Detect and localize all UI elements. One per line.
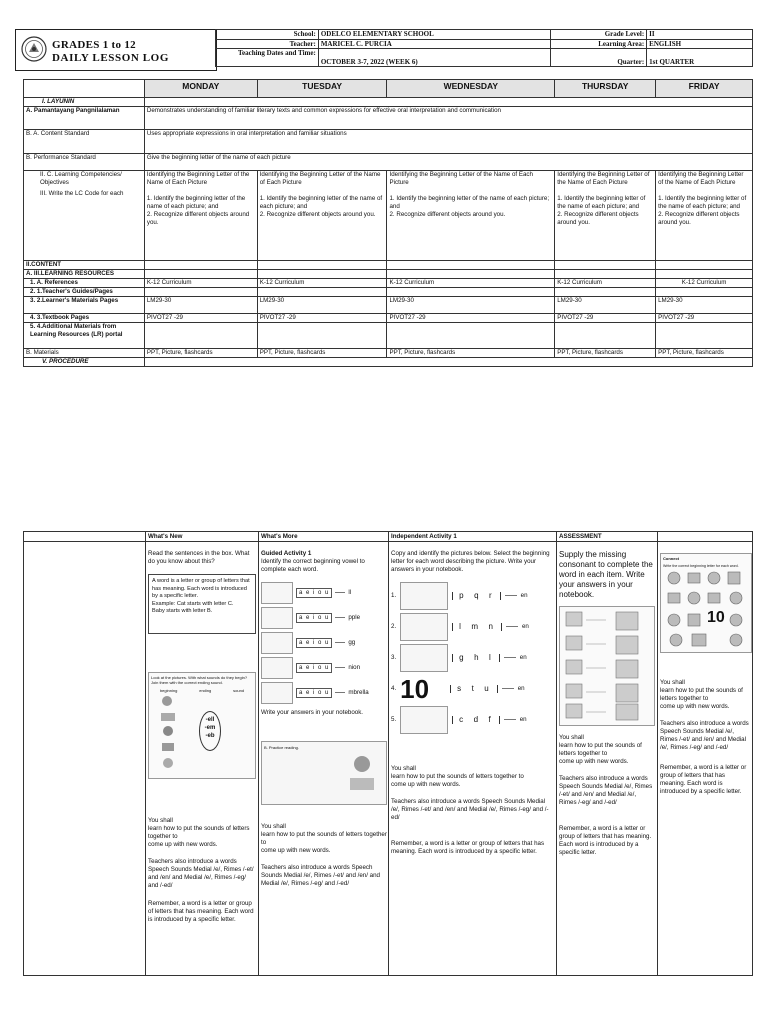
teacher-label: Teacher: <box>216 39 319 49</box>
guided-activity-title: Guided Activity 1 <box>261 550 312 557</box>
vowel-item-picture <box>261 657 293 679</box>
letter-item-number: 3. <box>391 653 397 661</box>
day-header-thursday: THURSDAY <box>555 80 656 98</box>
friday-ten-graphic: 10 <box>707 609 725 626</box>
vowel-answer-blank <box>335 592 345 593</box>
lc-code-label: III. Write the LC Code for each <box>40 190 124 197</box>
dll-table <box>23 79 753 367</box>
closing-text-monday-2: Teachers also introduce a words Speech Sounds Medial /e/, Rimes /-et/ and /en/ and Medial /e/, Rimes /-eg/ and /-ed/ <box>148 858 254 889</box>
textbook-label: 4. 3.Textbook Pages <box>24 314 145 323</box>
letter-answer-blank <box>502 688 514 689</box>
practice-reading-image <box>261 741 387 805</box>
worksheet-col-ending: ending <box>199 688 212 693</box>
vowel-items-list <box>261 580 387 705</box>
rimes-oval <box>199 711 221 751</box>
pamantayan-label: A. Pamantayang Pangnilalaman <box>24 107 145 130</box>
day-header-monday: MONDAY <box>144 80 257 98</box>
performance-standard-text: Give the beginning letter of the name of each picture <box>144 154 752 171</box>
vowel-item <box>261 655 387 680</box>
vowel-choices: a e i o u <box>296 663 332 673</box>
grade-value: II <box>647 30 753 40</box>
closing-text-monday-1: You shall learn how to put the sounds of letters together to come up with new words. <box>148 817 250 848</box>
closing-text-wednesday-2: Teachers also introduce a words Speech Sounds Medial /e/, Rimes /-et/ and /en/ and Medial /e/, Rimes /-eg/ and /-ed/ <box>391 798 549 821</box>
deped-seal-icon <box>21 36 47 62</box>
worksheet-col-beginning: beginning <box>159 688 178 693</box>
header-info-table <box>215 29 753 67</box>
vowel-word-ending: gg <box>348 638 356 646</box>
letter-item <box>391 642 554 673</box>
ten-picture: 10 <box>400 673 430 704</box>
letter-item <box>391 704 554 735</box>
textbook-monday: PIVOT27 -29 <box>144 314 257 323</box>
reading-pictures-icon <box>346 754 378 794</box>
assessment-title: ASSESSMENT <box>559 533 602 540</box>
beginning-letter-items <box>391 580 554 735</box>
dates-value: OCTOBER 3-7, 2022 (WEEK 6) <box>318 49 551 67</box>
closing-text-tuesday-2: Teachers also introduce a words Speech Sounds Medial /e/, Rimes /-et/ and /en/ and Medial /e/, Rimes /-eg/ and /-ed/ <box>261 864 381 887</box>
letter-item-number: 5. <box>391 715 397 723</box>
friday-worksheet-intro: Write the correct beginning letter for each word. <box>663 564 739 568</box>
whats-new-title: What's New <box>148 533 183 540</box>
letter-item-picture <box>400 644 448 672</box>
learning-resources-label: A. III.LEARNING RESOURCES <box>24 270 145 279</box>
rime-ell: -ell <box>205 717 215 723</box>
letter-choices: s t u <box>450 685 498 693</box>
lm-thursday: LM29-30 <box>555 297 656 314</box>
letter-item-picture <box>400 613 448 641</box>
letter-item-number: 2. <box>391 622 397 630</box>
closing-text-friday-3: Remember, a word is a letter or group of letters that has meaning. Each word is introduced by a specific letter. <box>660 764 747 795</box>
rime-em: -em <box>204 725 216 731</box>
letter-word-ending: en <box>519 715 527 723</box>
teacher-value: MARICEL C. PURCIA <box>318 39 551 49</box>
letter-item <box>391 611 554 642</box>
materials-tuesday: PPT, Picture, flashcards <box>257 349 387 358</box>
letter-choices: c d f <box>452 716 500 724</box>
assessment-intro: Supply the missing consonant to complete the word in each item. Write your answers in your notebook. <box>559 550 653 599</box>
whats-new-intro: Read the sentences in the box. What do you know about this? <box>148 550 250 565</box>
lm-tuesday: LM29-30 <box>257 297 387 314</box>
vowel-word-ending: nion <box>348 663 361 671</box>
references-friday: K-12 Curriculum <box>656 279 753 288</box>
references-label: 1. A. References <box>24 279 145 288</box>
textbook-tuesday: PIVOT27 -29 <box>257 314 387 323</box>
content-standard-label: B. A. Content Standard <box>24 130 145 154</box>
vowel-choices: a e i o u <box>296 588 332 598</box>
dates-label: Teaching Dates and Time: <box>216 49 319 67</box>
guided-activity-intro: Identify the correct beginning vowel to complete each word. <box>261 558 365 573</box>
references-tuesday: K-12 Curriculum <box>257 279 387 288</box>
content-label: II.CONTENT <box>24 261 145 270</box>
letter-answer-blank <box>505 595 517 596</box>
competency-friday: Identifying the Beginning Letter of the Name of Each Picture 1. Identify the beginning letter of the name of each picture; and 2. Recognize different objects around you. <box>656 171 753 261</box>
letter-item-picture <box>400 706 448 734</box>
worksheet-instructions: Look at the pictures. With what sounds do they begin? Join them with the correct ending sound. <box>151 675 248 685</box>
materials-thursday: PPT, Picture, flashcards <box>555 349 656 358</box>
vowel-answer-blank <box>335 667 345 668</box>
vowel-item <box>261 680 387 705</box>
performance-standard-label: B. Performance Standard <box>24 154 145 171</box>
friday-worksheet-title: Connect <box>663 556 679 561</box>
friday-pictures-icon <box>664 568 750 648</box>
textbook-wednesday: PIVOT27 -29 <box>387 314 555 323</box>
vowel-item <box>261 630 387 655</box>
vowel-item-picture <box>261 682 293 704</box>
vowel-choices: a e i o u <box>296 688 332 698</box>
day-header-friday: FRIDAY <box>656 80 753 98</box>
letter-word-ending: en <box>517 684 525 692</box>
day-header-tuesday: TUESDAY <box>257 80 387 98</box>
sound-matching-worksheet <box>148 672 256 779</box>
letter-answer-blank <box>506 626 518 627</box>
competency-tuesday: Identifying the Beginning Letter of the Name of Each Picture 1. Identify the beginning letter of the name of each picture; and 2. Recognize different objects around you. <box>257 171 387 261</box>
letter-item-number: 4. <box>391 684 397 692</box>
rime-eb: -eb <box>205 733 215 739</box>
learners-materials-label: 3. 2.Learner's Materials Pages <box>24 297 145 314</box>
letter-word-ending: en <box>520 591 528 599</box>
letter-item <box>391 673 554 704</box>
quarter-label: Quarter: <box>551 49 647 67</box>
procedure-label: V. PROCEDURE <box>24 358 145 367</box>
area-label: Learning Area: <box>551 39 647 49</box>
practice-reading-title: B. Practice reading. <box>264 745 299 750</box>
vowel-choices: a e i o u <box>296 613 332 623</box>
dll-title-line2: DAILY LESSON LOG <box>52 52 169 64</box>
letter-item-number: 1. <box>391 591 397 599</box>
school-label: School: <box>216 30 319 40</box>
independent-activity-intro: Copy and identify the pictures below. Select the beginning letter for each word describing the picture. Write your answers in your notebook. <box>391 550 550 573</box>
pamantayan-text: Demonstrates understanding of familiar literary texts and common expressions for effective oral interpretation and communication <box>144 107 752 130</box>
procedure-table <box>23 531 753 976</box>
closing-text-friday-2: Teachers also introduce a words Speech Sounds Medial /e/, Rimes /-et/ and /en/ and Medial /e/, Rimes /-eg/ and /-ed/ <box>660 720 749 751</box>
closing-text-friday-1: You shall learn how to put the sounds of letters together to come up with new words. <box>660 679 743 710</box>
closing-text-tuesday-1: You shall learn how to put the sounds of letters together to come up with new words. <box>261 823 387 854</box>
textbook-thursday: PIVOT27 -29 <box>555 314 656 323</box>
write-answers-note: Write your answers in your notebook. <box>261 709 364 716</box>
closing-text-thursday-2: Teachers also introduce a words Speech Sounds Medial /e/, Rimes /-et/ and /en/ and Medial /e/, Rimes /-eg/ and /-ed/ <box>559 775 653 806</box>
competency-wednesday: Identifying the Beginning Letter of the Name of Each Picture 1. Identify the beginning letter of the name of each picture; and 2. Recognize different objects around you. <box>387 171 555 261</box>
layunin-label: I. LAYUNIN <box>24 98 145 107</box>
vowel-answer-blank <box>335 642 345 643</box>
lm-friday: LM29-30 <box>656 297 753 314</box>
assessment-worksheet <box>559 606 655 726</box>
competency-thursday: Identifying the Beginning Letter of the Name of Each Picture 1. Identify the beginning letter of the name of each picture; and 2. Recognize different objects around you. <box>555 171 656 261</box>
letter-choices: l m n <box>452 623 502 631</box>
vowel-word-ending: ll <box>348 588 352 596</box>
references-thursday: K-12 Curriculum <box>555 279 656 288</box>
lm-wednesday: LM29-30 <box>387 297 555 314</box>
letter-item-picture <box>400 582 448 610</box>
competency-monday: Identifying the Beginning Letter of the Name of Each Picture 1. Identify the beginning letter of the name of each picture; and 2. Recognize different objects around you. <box>144 171 257 261</box>
lm-monday: LM29-30 <box>144 297 257 314</box>
letter-item <box>391 580 554 611</box>
vowel-word-ending: pple <box>348 613 361 621</box>
quarter-value: 1st QUARTER <box>647 49 753 67</box>
teachers-guide-label: 2. 1.Teacher's Guides/Pages <box>24 288 145 297</box>
vowel-item-picture <box>261 607 293 629</box>
dll-title-line1: GRADES 1 to 12 <box>52 39 136 51</box>
independent-activity-title: Independent Activity 1 <box>391 533 457 540</box>
additional-materials-label: 5. 4.Additional Materials from Learning Resources (LR) portal <box>24 323 145 349</box>
vowel-item <box>261 580 387 605</box>
closing-text-thursday-1: You shall learn how to put the sounds of letters together to come up with new words. <box>559 734 642 765</box>
grade-label: Grade Level: <box>551 30 647 40</box>
closing-text-wednesday-1: You shall learn how to put the sounds of letters together to come up with new words. <box>391 765 524 788</box>
school-value: ODELCO ELEMENTARY SCHOOL <box>318 30 551 40</box>
content-standard-text: Uses appropriate expressions in oral interpretation and familiar situations <box>144 130 752 154</box>
letter-choices: g h l <box>452 654 500 662</box>
friday-worksheet <box>660 553 752 653</box>
worksheet-pictures-icon <box>157 693 187 773</box>
day-header-wednesday: WEDNESDAY <box>387 80 555 98</box>
letter-answer-blank <box>504 657 516 658</box>
competency-label: II. C. Learning Competencies/ Objectives <box>40 171 122 186</box>
vowel-item-picture <box>261 582 293 604</box>
whats-more-title: What's More <box>261 533 298 540</box>
vowel-answer-blank <box>335 617 345 618</box>
letter-word-ending: en <box>519 653 527 661</box>
word-definition-box: A word is a letter or group of letters that has meaning. Each word is introduced by a specific letter. Example: Cat starts with letter C. Baby starts with letter B. <box>148 574 256 634</box>
closing-text-thursday-3: Remember, a word is a letter or group of letters that has meaning. Each word is introduced by a specific letter. <box>559 825 652 856</box>
materials-wednesday: PPT, Picture, flashcards <box>387 349 555 358</box>
materials-label: B. Materials <box>24 349 145 358</box>
vowel-item <box>261 605 387 630</box>
area-value: ENGLISH <box>647 39 753 49</box>
vowel-choices: a e i o u <box>296 638 332 648</box>
assessment-pictures-icon <box>562 610 652 722</box>
closing-text-monday-3: Remember, a word is a letter or group of letters that has meaning. Each word is introduced by a specific letter. <box>148 900 254 923</box>
references-wednesday: K-12 Curriculum <box>387 279 555 288</box>
textbook-friday: PIVOT27 -29 <box>656 314 753 323</box>
materials-friday: PPT, Picture, flashcards <box>656 349 753 358</box>
vowel-answer-blank <box>335 692 345 693</box>
letter-choices: p q r <box>452 592 500 600</box>
closing-text-wednesday-3: Remember, a word is a letter or group of letters that has meaning. Each word is introduced by a specific letter. <box>391 840 545 855</box>
materials-monday: PPT, Picture, flashcards <box>144 349 257 358</box>
header-logo-box <box>15 29 217 71</box>
references-monday: K-12 Curriculum <box>144 279 257 288</box>
vowel-item-picture <box>261 632 293 654</box>
letter-word-ending: en <box>521 622 529 630</box>
worksheet-col-sound: sound <box>233 688 245 693</box>
letter-answer-blank <box>504 719 516 720</box>
vowel-word-ending: mbrella <box>348 688 369 696</box>
